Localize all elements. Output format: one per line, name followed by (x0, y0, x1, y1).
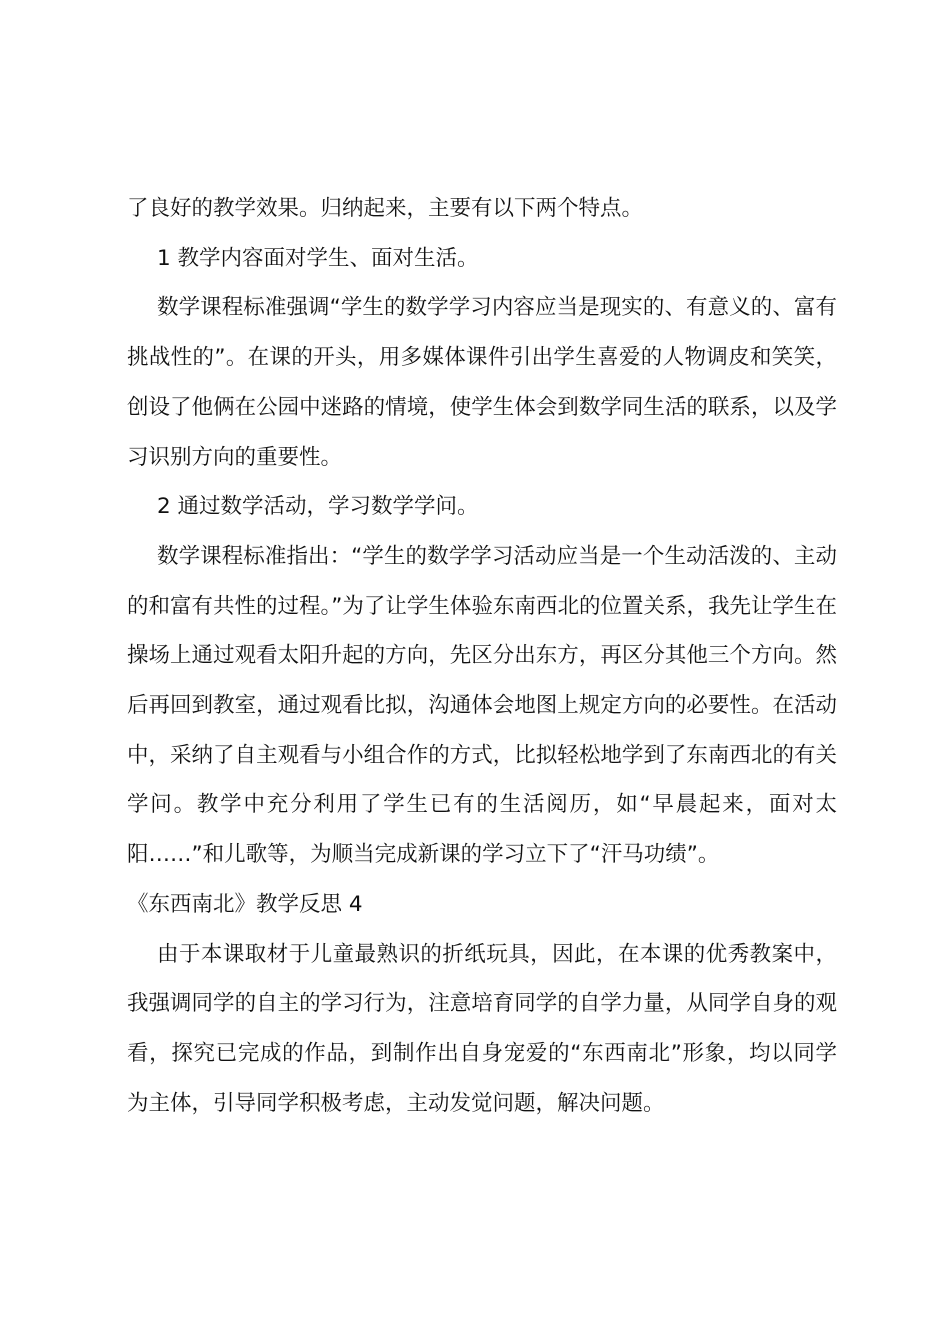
paragraph-curriculum-standard: 数学课程标准强调“学生的数学学习内容应当是现实的、有意义的、富有挑战性的”。在课的开头，用多媒体课件引出学生喜爱的人物调皮和笑笑，创设了他俩在公园中迷路的情境，使学生体会到数学同生活的联系，以及学习识别方向的重要性。 (127, 295, 837, 470)
paragraph-continuation: 了良好的教学效果。归纳起来，主要有以下两个特点。 (127, 196, 644, 221)
paragraph-reflection-4: 由于本课取材于儿童最熟识的折纸玩具，因此，在本课的优秀教案中，我强调同学的自主的学习行为，注意培育同学的自学力量，从同学自身的观看，探究已完成的作品，到制作出自身宠爱的“东西南北”形象，均以同学为主体，引导同学积极考虑，主动发觉问题，解决问题。 (127, 941, 837, 1116)
paragraph-math-activity: 数学课程标准指出：“学生的数学学习活动应当是一个生动活泼的、主动的和富有共性的过程。”为了让学生体验东南西北的位置关系，我先让学生在操场上通过观看太阳升起的方向，先区分出东方，再区分其他三个方向。然后再回到教室，通过观看比拟，沟通体会地图上规定方向的必要性。在活动中，采纳了自主观看与小组合作的方式，比拟轻松地学到了东南西北的有关学问。教学中充分利用了学生已有的生活阅历，如“早晨起来，面对太阳……”和儿歌等，为顺当完成新课的学习立下了“汗马功绩”。 (127, 543, 837, 868)
point-heading-2: 2 通过数学活动，学习数学学问。 (157, 494, 479, 520)
document-body (127, 184, 837, 1128)
section-title: 《东西南北》教学反思 4 (127, 891, 363, 917)
point-heading-1: 1 教学内容面对学生、面对生活。 (157, 245, 479, 271)
